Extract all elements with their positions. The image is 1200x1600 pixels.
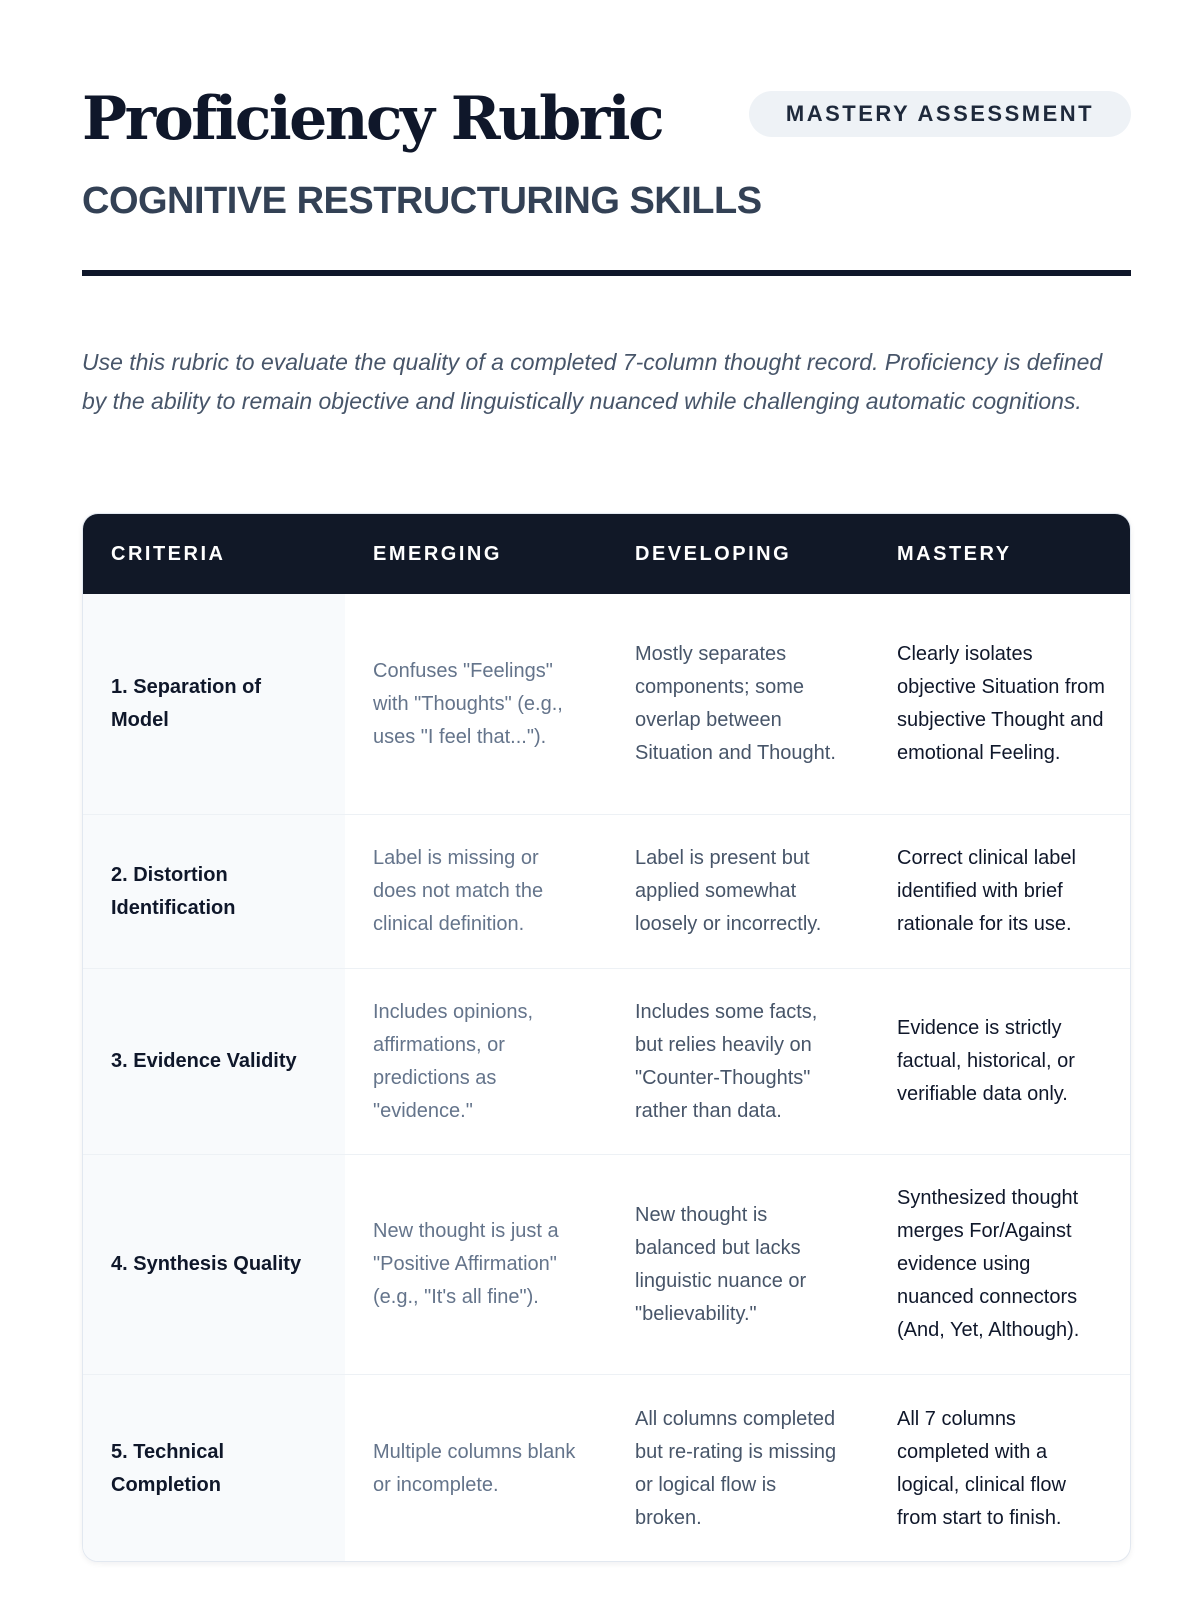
emerging-cell: Includes opinions, affirmations, or predictions as "evidence." <box>373 1000 534 1122</box>
table-row <box>83 594 1131 814</box>
header <box>82 80 1131 160</box>
mastery-badge: MASTERY ASSESSMENT <box>749 91 1131 137</box>
column-header-mastery: MASTERY <box>897 542 1012 565</box>
emerging-cell: Confuses "Feelings" with "Thoughts" (e.g., uses "I feel that..."). <box>373 659 563 748</box>
column-header-developing: DEVELOPING <box>635 542 792 565</box>
mastery-cell: Evidence is strictly factual, historical, or verifiable data only. <box>897 1017 1075 1105</box>
criteria-cell: 1. Separation of Model <box>83 594 345 814</box>
table-row <box>83 814 1131 968</box>
header-divider <box>82 270 1131 276</box>
mastery-cell: Clearly isolates objective Situation from subjective Thought and emotional Feeling. <box>897 643 1105 764</box>
mastery-cell: All 7 columns completed with a logical, clinical flow from start to finish. <box>897 1408 1066 1529</box>
table-row <box>83 1374 1131 1562</box>
table-row <box>83 968 1131 1154</box>
criteria-cell: 5. Technical Completion <box>83 1375 345 1562</box>
criteria-cell: 3. Evidence Validity <box>83 969 345 1154</box>
mastery-cell: Synthesized thought merges For/Against evidence using nuanced connectors (And, Yet, Although). <box>897 1187 1080 1341</box>
developing-cell: Includes some facts, but relies heavily on "Counter-Thoughts" rather than data. <box>635 1000 818 1122</box>
intro-paragraph: Use this rubric to evaluate the quality of a completed 7-column thought record. Proficiency is defined by the ability to remain objective and linguistically nuanced while challenging automatic cognitions. <box>82 349 1103 414</box>
developing-cell: All columns completed but re-rating is missing or logical flow is broken. <box>635 1408 837 1529</box>
developing-cell: Mostly separates components; some overlap between Situation and Thought. <box>635 643 836 764</box>
emerging-cell: New thought is just a "Positive Affirmation" (e.g., "It's all fine"). <box>373 1220 559 1308</box>
mastery-cell: Correct clinical label identified with brief rationale for its use. <box>897 847 1076 935</box>
table-header <box>83 514 1131 594</box>
rubric-table <box>82 513 1131 1562</box>
table-row <box>83 1154 1131 1374</box>
emerging-cell: Multiple columns blank or incomplete. <box>373 1441 576 1496</box>
developing-cell: Label is present but applied somewhat loosely or incorrectly. <box>635 847 822 935</box>
developing-cell: New thought is balanced but lacks linguistic nuance or "believability." <box>635 1203 807 1325</box>
criteria-cell: 2. Distortion Identification <box>83 815 345 968</box>
page-title: Proficiency Rubric <box>82 84 663 154</box>
column-header-emerging: EMERGING <box>373 542 502 565</box>
column-header-criteria: CRITERIA <box>111 542 226 565</box>
criteria-cell: 4. Synthesis Quality <box>83 1155 345 1374</box>
page-subtitle: COGNITIVE RESTRUCTURING SKILLS <box>82 180 762 222</box>
emerging-cell: Label is missing or does not match the clinical definition. <box>373 847 544 935</box>
